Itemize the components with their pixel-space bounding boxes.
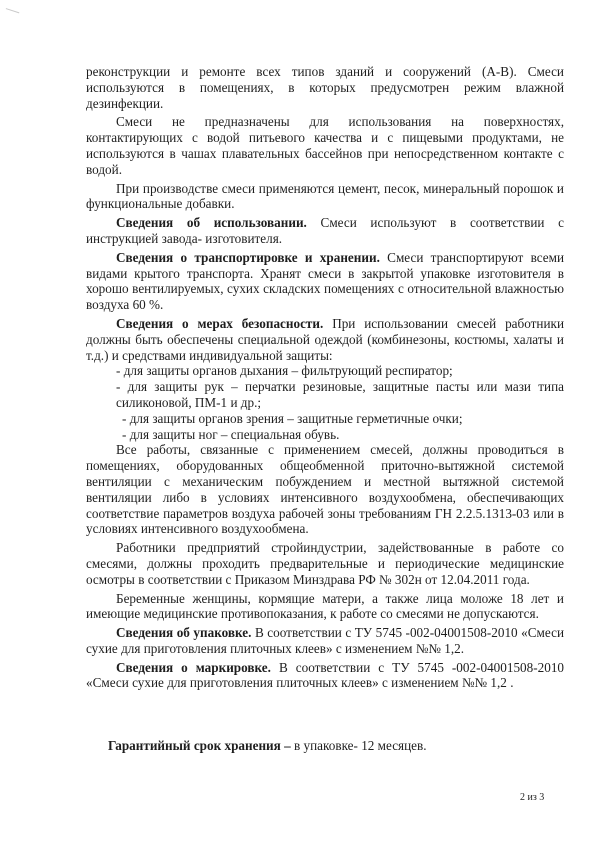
paragraph-restrictions: Беременные женщины, кормящие матери, а также лица моложе 18 лет и имеющие медицинские противопоказания, к работе со смесями не допускаются. (86, 590, 564, 622)
safety-item-hands: - для защиты рук – перчатки резиновые, защитные пасты или мази типа силиконовой, ПМ-1 и др.; (116, 379, 564, 410)
section-packaging-heading: Сведения об упаковке. (116, 625, 252, 641)
section-transport-heading: Сведения о транспортировке и хранении. (116, 249, 380, 265)
warranty-line (108, 738, 548, 754)
section-safety-heading: Сведения о мерах безопасности. (116, 315, 324, 331)
safety-item-feet: - для защиты ног – специальная обувь. (122, 426, 340, 442)
section-safety (86, 316, 564, 363)
paragraph-medical-exams: Работники предприятий стройиндустрии, задействованные в работе со смесями, должны проходить предварительные и периодические медицинские осмотры в соответствии с Приказом Минздрава РФ № 302н от 12.04.2011 года. (86, 540, 564, 587)
page-number: 2 из 3 (520, 792, 545, 803)
section-transport-text: Смеси транспортируют всеми видами крытого транспорта. Хранят смеси в закрытой упаковке изготовителя в хорошо вентилируемых, сухих складских помещениях с относительной влажностью воздуха 60 %. (86, 249, 565, 313)
section-transport (86, 250, 564, 313)
section-packaging-text: В соответствии с ТУ 5745 -002-04001508-2010 «Смеси сухие для приготовления плиточных клеев» с изменением №№ 1,2. (86, 625, 564, 656)
paragraph-ventilation: Все работы, связанные с применением смесей, должны проводиться в помещениях, оборудованных общеобменной приточно-вытяжной системой вентиляции с механическим побуждением и местной вытяжной системой вентиляции либо в условиях интенсивного воздухообмена, обеспечивающих соответствие параметров воздуха рабочей зоны требованиям ГН 2.2.5.1313-03 или в условиях интенсивного воздухообмена. (86, 442, 564, 537)
scan-corner-mark (3, 8, 20, 23)
safety-item-eyes: - для защиты органов зрения – защитные герметичные очки; (122, 410, 463, 426)
section-marking-heading: Сведения о маркировке. (116, 659, 271, 675)
section-usage (86, 215, 564, 247)
paragraph-composition: При производстве смеси применяются цемент, песок, минеральный порошок и функциональные добавки. (86, 180, 564, 212)
warranty-text: в упаковке- 12 месяцев. (290, 738, 427, 753)
section-usage-heading: Сведения об использовании. (116, 215, 307, 231)
section-safety-text: При использовании смесей работники должны быть обеспечены специальной одеждой (комбинезоны, костюмы, халаты и т.д.) и средствами индивидуальной защиты: (86, 315, 564, 363)
section-marking (86, 660, 564, 692)
section-usage-text: Смеси используют в соответствии с инструкцией завода- изготовителя. (86, 215, 564, 246)
section-packaging (86, 625, 564, 657)
paragraph-application-areas: реконструкции и ремонте всех типов зданий и сооружений (А-В). Смеси используются в помещениях, в которых предусмотрен режим влажной дезинфекции. (86, 64, 564, 111)
section-marking-text: В соответствии с ТУ 5745 -002-04001508-2010 «Смеси сухие для приготовления плиточных клеев» с изменением №№ 1,2 . (86, 659, 565, 691)
document-body (86, 64, 564, 691)
paragraph-not-intended: Смеси не предназначены для использования на поверхностях, контактирующих с водой питьевого качества и с пищевыми продуктами, не используются в чашах плавательных бассейнов при непосредственном контакте с водой. (86, 114, 564, 177)
warranty-heading: Гарантийный срок хранения – (108, 738, 291, 753)
safety-item-respiratory: - для защиты органов дыхания – фильтрующий респиратор; (116, 363, 453, 379)
